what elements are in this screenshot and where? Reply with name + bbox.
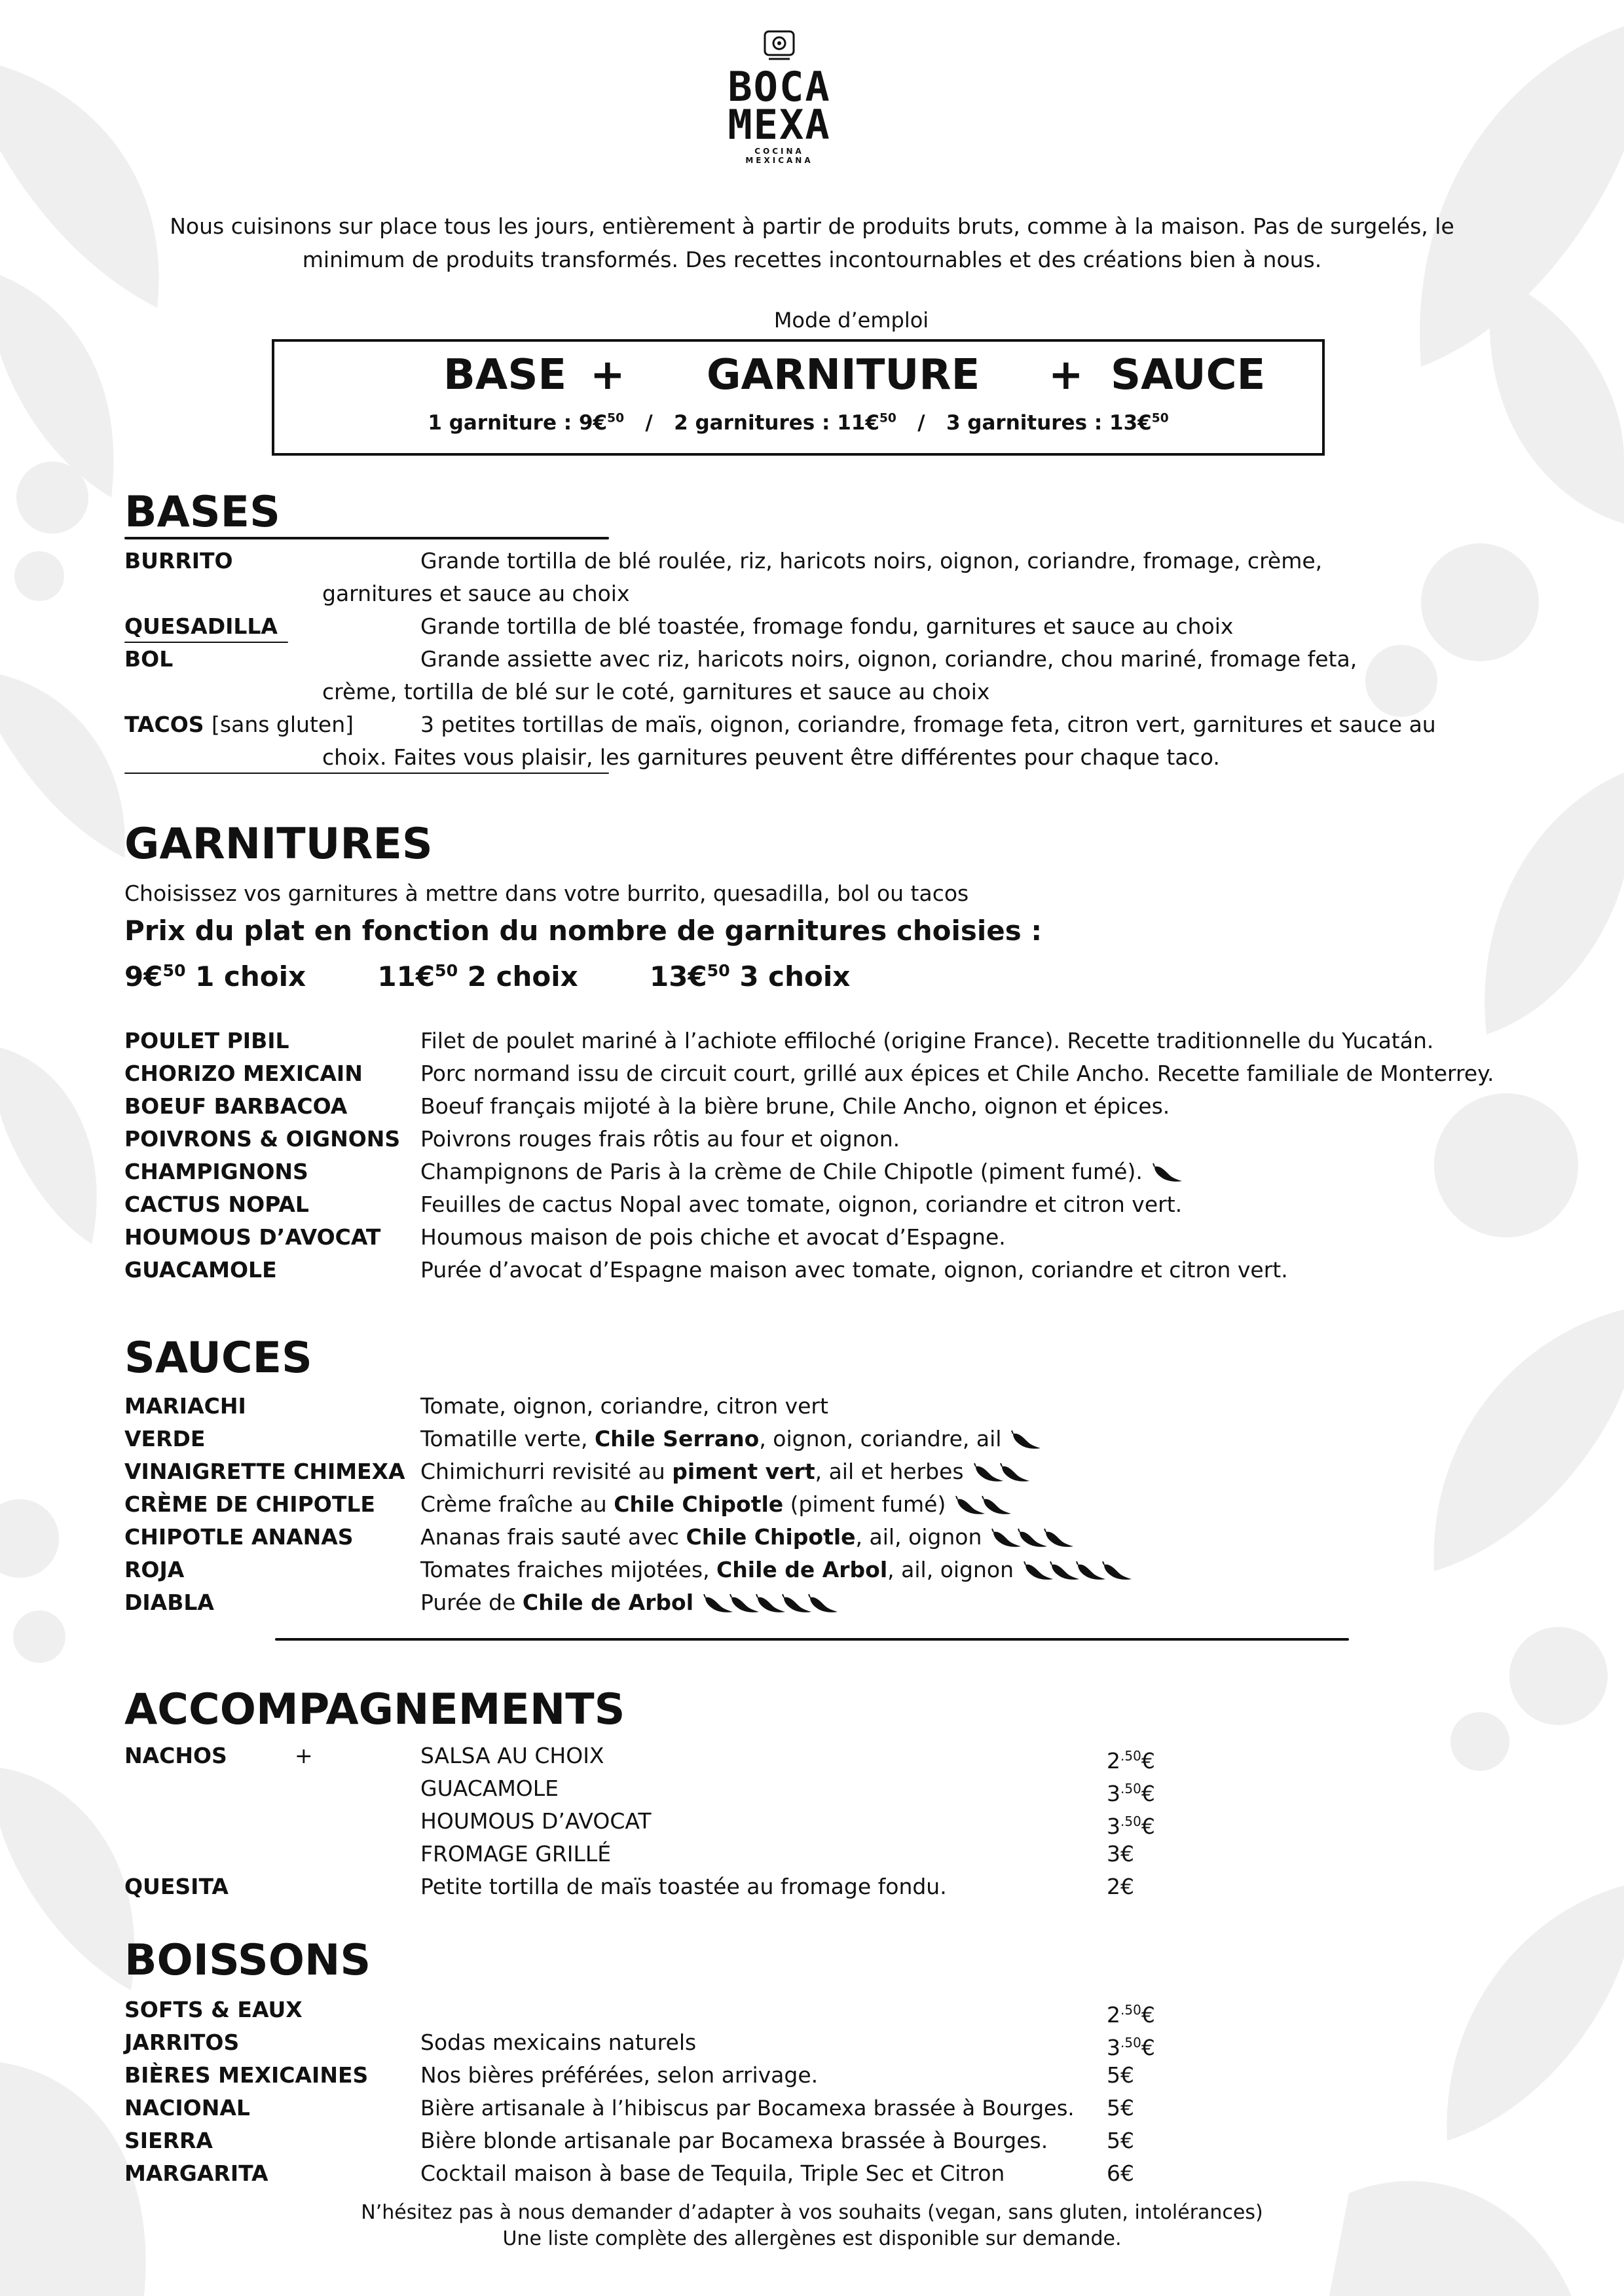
divider [124, 773, 609, 774]
garniture-name: CACTUS NOPAL [124, 1192, 309, 1217]
base-name: QUESADILLA [124, 613, 278, 639]
base-note: [sans gluten] [212, 712, 354, 737]
price: 2€ [1107, 1874, 1134, 1899]
price: $3^{.50}€$ [1107, 1813, 1155, 1839]
chili-rating [1014, 1557, 1141, 1582]
garnitures-intro: Choisissez vos garnitures à mettre dans votre burrito, quesadilla, bol ou tacos [124, 881, 969, 906]
garniture-name: HOUMOUS D’AVOCAT [124, 1224, 381, 1250]
garniture-name: POIVRONS & OIGNONS [124, 1126, 401, 1152]
logo-line-2: MEXA [728, 101, 831, 149]
base-desc-cont: crème, tortilla de blé sur le coté, garnitures et sauce au choix [322, 679, 990, 704]
garnitures-price-heading: Prix du plat en fonction du nombre de garnitures choisies : [124, 915, 1043, 947]
section-title-bases: BASES [124, 488, 280, 537]
formula-box [272, 339, 1325, 456]
sauce-desc: Chimichurri revisité au piment vert, ail et herbes [420, 1455, 1039, 1488]
footer [327, 2200, 1297, 2252]
intro-paragraph: Nous cuisinons sur place tous les jours, entièrement à partir de produits bruts, comme à la maison. Pas de surgelés, le minimum de produits transformés. Des recettes incontournables et des créations bien à nous. [170, 213, 1454, 272]
section-title-garnitures: GARNITURES [124, 820, 433, 869]
drink-desc: Nos bières préférées, selon arrivage. [420, 2062, 819, 2088]
garniture-desc: Porc normand issu de circuit court, grillé aux épices et Chile Ancho. Recette familiale de Monterrey. [420, 1061, 1494, 1086]
nachos-name: NACHOS [124, 1743, 227, 1768]
formula-sauce: SAUCE [1111, 351, 1266, 399]
price-1-garniture: 1 garniture : 9€ [428, 411, 608, 435]
garniture-name: CHAMPIGNONS [124, 1159, 308, 1184]
garniture-name: POULET PIBIL [124, 1028, 289, 1053]
formula-plus-1: + [590, 351, 625, 399]
chili-pepper-icon [1023, 1561, 1141, 1582]
garniture-name: BOEUF BARBACOA [124, 1093, 348, 1119]
sauce-name: DIABLA [124, 1590, 214, 1615]
garniture-desc: Champignons de Paris à la crème de Chile Chipotle (piment fumé). [420, 1156, 1191, 1188]
chili-rating [964, 1459, 1039, 1484]
formula [274, 351, 1322, 410]
section-title-accompagnements: ACCOMPAGNEMENTS [124, 1685, 625, 1734]
nacho-option: FROMAGE GRILLÉ [420, 1841, 612, 1867]
garniture-desc: Purée d’avocat d’Espagne maison avec tomate, oignon, coriandre et citron vert. [420, 1257, 1288, 1283]
chili-pepper-icon [973, 1463, 1039, 1484]
garniture-desc: Filet de poulet mariné à l’achiote effiloché (origine France). Recette traditionnelle du Yucatán. [420, 1028, 1434, 1053]
chili-pepper-icon [1010, 1430, 1050, 1451]
mode-label: Mode d’emploi [773, 308, 929, 333]
price-2-garnitures: 2 garnitures : 11€ [674, 411, 879, 435]
sauce-name: VERDE [124, 1426, 206, 1451]
garnitures-price-choices: 9€$^{50}$ 1 choix 11€$^{50}$ 2 choix 13€$^{50}$ 3 choix [124, 960, 851, 993]
footer-line-2: Une liste complète des allergènes est disponible sur demande. [502, 2227, 1122, 2250]
nacho-option: SALSA AU CHOIX [420, 1743, 604, 1768]
sauce-desc: Tomates fraiches mijotées, Chile de Arbol, ail, oignon [420, 1554, 1141, 1586]
nacho-option: GUACAMOLE [420, 1776, 559, 1801]
drink-desc: Bière artisanale à l’hibiscus par Bocamexa brassée à Bourges. [420, 2096, 1075, 2121]
base-name: TACOS [sans gluten] [124, 712, 354, 737]
drink-name: NACIONAL [124, 2095, 250, 2121]
section-title-sauces: SAUCES [124, 1334, 312, 1383]
price-3-garnitures: 3 garnitures : 13€ [946, 411, 1152, 435]
chili-rating [1001, 1426, 1050, 1451]
garniture-desc: Boeuf français mijoté à la bière brune, Chile Ancho, oignon et épices. [420, 1093, 1170, 1119]
price: 5€ [1107, 2128, 1134, 2153]
price: 5€ [1107, 2095, 1134, 2121]
drink-name: MARGARITA [124, 2160, 268, 2186]
drink-name: BIÈRES MEXICAINES [124, 2062, 369, 2088]
garniture-desc: Poivrons rouges frais rôtis au four et oignon. [420, 1126, 900, 1152]
price: 5€ [1107, 2062, 1134, 2088]
garniture-name: CHORIZO MEXICAIN [124, 1061, 363, 1086]
drink-name: JARRITOS [124, 2030, 240, 2055]
base-desc-cont: garnitures et sauce au choix [322, 581, 630, 606]
base-desc: Grande tortilla de blé toastée, fromage fondu, garnitures et sauce au choix [420, 613, 1234, 639]
chili-rating [693, 1590, 847, 1615]
sauce-name: CRÈME DE CHIPOTLE [124, 1491, 375, 1517]
divider [124, 537, 609, 539]
base-desc: Grande tortilla de blé roulée, riz, haricots noirs, oignon, coriandre, fromage, crème, [420, 548, 1323, 574]
price: 3€ [1107, 1841, 1134, 1867]
formula-garniture: GARNITURE [707, 351, 980, 399]
sauce-name: VINAIGRETTE CHIMEXA [124, 1459, 405, 1484]
price: $3^{.50}€$ [1107, 1781, 1155, 1806]
quesita-name: QUESITA [124, 1874, 229, 1899]
logo-line-1: BOCA [728, 63, 831, 111]
formula-prices: 1 garniture : 9€$^{50}$ / 2 garnitures : 11€$^{50}$ / 3 garnitures : 13€$^{50}$ [428, 411, 1169, 435]
base-desc: 3 petites tortillas de maïs, oignon, coriandre, fromage feta, citron vert, garnitures et sauce au [420, 712, 1436, 737]
sauce-desc: Tomate, oignon, coriandre, citron vert [420, 1393, 828, 1419]
sauce-desc: Tomatille verte, Chile Serrano, oignon, coriandre, ail [420, 1423, 1050, 1455]
section-title-boissons: BOISSONS [124, 1936, 371, 1985]
price: $2^{.50}€$ [1107, 2002, 1155, 2028]
divider [275, 1638, 1349, 1641]
price: 6€ [1107, 2160, 1134, 2186]
sauce-name: CHIPOTLE ANANAS [124, 1524, 354, 1550]
formula-base: BASE [443, 351, 567, 399]
footer-line-1: N’hésitez pas à nous demander d’adapter à vos souhaits (vegan, sans gluten, intolérances) [361, 2201, 1263, 2224]
quesita-desc: Petite tortilla de maïs toastée au fromage fondu. [420, 1874, 947, 1899]
chili-pepper-icon [991, 1528, 1082, 1549]
drink-name: SOFTS & EAUX [124, 1997, 303, 2022]
chili-rating [1143, 1159, 1191, 1184]
logo [720, 26, 838, 165]
nacho-option: HOUMOUS D’AVOCAT [420, 1808, 652, 1834]
bocamexa-emblem-icon [760, 26, 799, 65]
sauce-name: MARIACHI [124, 1393, 246, 1419]
drink-desc: Bière blonde artisanale par Bocamexa brassée à Bourges. [420, 2128, 1048, 2153]
chili-pepper-icon [703, 1594, 847, 1614]
base-name: BURRITO [124, 548, 233, 574]
price: $2^{.50}€$ [1107, 1748, 1155, 1774]
base-name: BOL [124, 646, 174, 672]
chili-pepper-icon [955, 1495, 1020, 1516]
drink-desc: Cocktail maison à base de Tequila, Triple Sec et Citron [420, 2160, 1005, 2186]
nachos-plus: + [295, 1743, 313, 1768]
garniture-name: GUACAMOLE [124, 1257, 277, 1283]
drink-name: SIERRA [124, 2128, 213, 2153]
price: $3^{.50}€$ [1107, 2035, 1155, 2060]
base-desc-cont: choix. Faites vous plaisir, les garnitures peuvent être différentes pour chaque taco. [322, 744, 1220, 770]
sauce-desc: Purée de Chile de Arbol [420, 1586, 847, 1619]
sauce-desc: Ananas frais sauté avec Chile Chipotle, ail, oignon [420, 1521, 1082, 1554]
formula-plus-2: + [1048, 351, 1084, 399]
sauce-name: ROJA [124, 1557, 185, 1582]
drink-desc: Sodas mexicains naturels [420, 2030, 697, 2055]
chili-rating [982, 1524, 1082, 1550]
garniture-desc: Feuilles de cactus Nopal avec tomate, oignon, coriandre et citron vert. [420, 1192, 1183, 1217]
sauce-desc: Crème fraîche au Chile Chipotle (piment fumé) [420, 1488, 1020, 1521]
chili-rating [946, 1491, 1020, 1517]
logo-subtitle: COCINA MEXICANA [745, 147, 813, 165]
base-desc: Grande assiette avec riz, haricots noirs, oignon, coriandre, chou mariné, fromage feta, [420, 646, 1357, 672]
garniture-desc: Houmous maison de pois chiche et avocat d’Espagne. [420, 1224, 1006, 1250]
chili-pepper-icon [1152, 1163, 1191, 1184]
